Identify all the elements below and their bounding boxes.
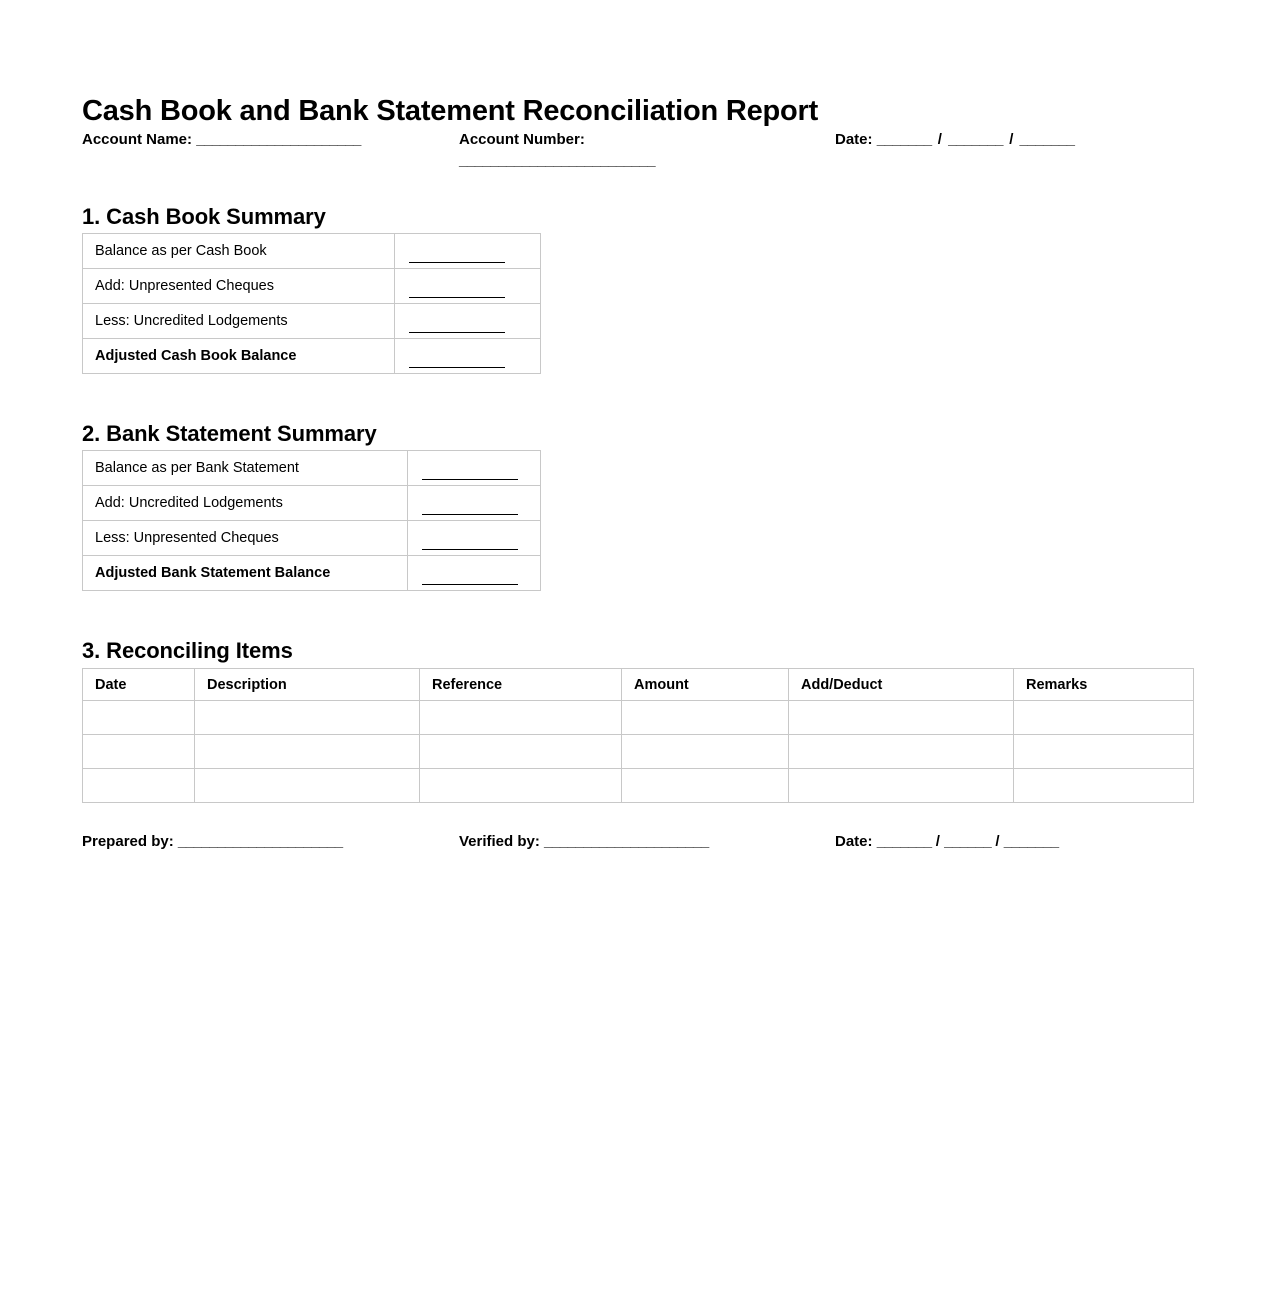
header-date-field — [835, 130, 1074, 149]
cash-book-row-label: Less: Uncredited Lodgements — [83, 304, 395, 339]
account-name-field — [82, 130, 361, 149]
column-header-amount: Amount — [622, 669, 789, 701]
section-heading-bank-statement: 2. Bank Statement Summary — [82, 421, 377, 447]
blank-line — [422, 479, 518, 480]
bank-statement-row-value[interactable] — [408, 486, 541, 521]
account-number-field — [459, 130, 709, 170]
cash-book-row-label: Add: Unpresented Cheques — [83, 269, 395, 304]
cash-book-row-label: Balance as per Cash Book — [83, 234, 395, 269]
account-number-blank[interactable]: _________________________ — [459, 152, 656, 169]
cell-date[interactable] — [83, 735, 195, 769]
blank-line — [409, 332, 505, 333]
cash-book-total-label: Adjusted Cash Book Balance — [83, 339, 395, 374]
page-title: Cash Book and Bank Statement Reconciliation Report — [82, 95, 819, 128]
cell-remarks[interactable] — [1014, 735, 1194, 769]
bank-statement-total-value[interactable] — [408, 556, 541, 591]
cell-reference[interactable] — [420, 769, 622, 803]
footer-date-separator-2: / — [995, 833, 1000, 850]
cell-amount[interactable] — [622, 769, 789, 803]
table-row — [83, 451, 541, 486]
cell-add-deduct[interactable] — [789, 701, 1014, 735]
account-number-label: Account Number: — [459, 131, 585, 148]
bank-statement-row-value[interactable] — [408, 521, 541, 556]
header-date-separator-2: / — [1009, 131, 1014, 148]
header-meta-row — [82, 130, 1192, 176]
header-date-month-blank[interactable]: _______ — [948, 131, 1004, 148]
bank-statement-row-label: Balance as per Bank Statement — [83, 451, 408, 486]
bank-statement-row-label: Add: Uncredited Lodgements — [83, 486, 408, 521]
table-row — [83, 735, 1194, 769]
footer-date-year-blank[interactable]: _______ — [1003, 833, 1059, 850]
footer-date-month-blank[interactable]: ______ — [944, 833, 992, 850]
cell-description[interactable] — [195, 735, 420, 769]
cell-amount[interactable] — [622, 735, 789, 769]
blank-line — [422, 584, 518, 585]
table-row — [83, 521, 541, 556]
blank-line — [409, 297, 505, 298]
cash-book-row-value[interactable] — [395, 234, 541, 269]
table-row — [83, 769, 1194, 803]
column-header-add-deduct: Add/Deduct — [789, 669, 1014, 701]
table-row — [83, 701, 1194, 735]
footer-date-separator-1: / — [935, 833, 940, 850]
cell-date[interactable] — [83, 701, 195, 735]
header-date-label: Date: — [835, 131, 873, 148]
table-row — [83, 486, 541, 521]
cell-amount[interactable] — [622, 701, 789, 735]
bank-statement-total-label: Adjusted Bank Statement Balance — [83, 556, 408, 591]
table-row-total — [83, 556, 541, 591]
signature-row — [82, 832, 1192, 858]
footer-date-label: Date: — [835, 833, 873, 850]
bank-statement-row-value[interactable] — [408, 451, 541, 486]
cell-date[interactable] — [83, 769, 195, 803]
cell-description[interactable] — [195, 701, 420, 735]
column-header-description: Description — [195, 669, 420, 701]
blank-line — [422, 549, 518, 550]
cash-book-row-value[interactable] — [395, 269, 541, 304]
blank-line — [422, 514, 518, 515]
prepared-by-label: Prepared by: — [82, 833, 174, 850]
bank-statement-summary-table — [82, 450, 541, 591]
section-heading-cash-book: 1. Cash Book Summary — [82, 204, 326, 230]
header-date-separator-1: / — [937, 131, 942, 148]
cell-add-deduct[interactable] — [789, 769, 1014, 803]
header-date-day-blank[interactable]: _______ — [876, 131, 932, 148]
cell-add-deduct[interactable] — [789, 735, 1014, 769]
account-name-blank[interactable]: _____________________ — [196, 131, 361, 148]
column-header-reference: Reference — [420, 669, 622, 701]
header-date-year-blank[interactable]: _______ — [1019, 131, 1075, 148]
column-header-date: Date — [83, 669, 195, 701]
prepared-by-blank[interactable]: _____________________ — [177, 833, 343, 850]
cell-remarks[interactable] — [1014, 701, 1194, 735]
table-header-row — [83, 669, 1194, 701]
blank-line — [409, 262, 505, 263]
cell-remarks[interactable] — [1014, 769, 1194, 803]
cell-reference[interactable] — [420, 701, 622, 735]
verified-by-field — [459, 832, 709, 852]
bank-statement-row-label: Less: Unpresented Cheques — [83, 521, 408, 556]
table-row — [83, 304, 541, 339]
cash-book-row-value[interactable] — [395, 304, 541, 339]
section-heading-reconciling-items: 3. Reconciling Items — [82, 638, 293, 664]
cash-book-total-value[interactable] — [395, 339, 541, 374]
prepared-by-field — [82, 832, 343, 852]
blank-line — [409, 367, 505, 368]
footer-date-field — [835, 832, 1059, 852]
cell-reference[interactable] — [420, 735, 622, 769]
reconciling-items-table — [82, 668, 1194, 803]
cash-book-summary-table — [82, 233, 541, 374]
table-row — [83, 269, 541, 304]
table-row — [83, 234, 541, 269]
table-row-total — [83, 339, 541, 374]
verified-by-label: Verified by: — [459, 833, 540, 850]
verified-by-blank[interactable]: _____________________ — [544, 833, 709, 850]
account-name-label: Account Name: — [82, 131, 193, 148]
footer-date-day-blank[interactable]: _______ — [876, 833, 932, 850]
column-header-remarks: Remarks — [1014, 669, 1194, 701]
cell-description[interactable] — [195, 769, 420, 803]
